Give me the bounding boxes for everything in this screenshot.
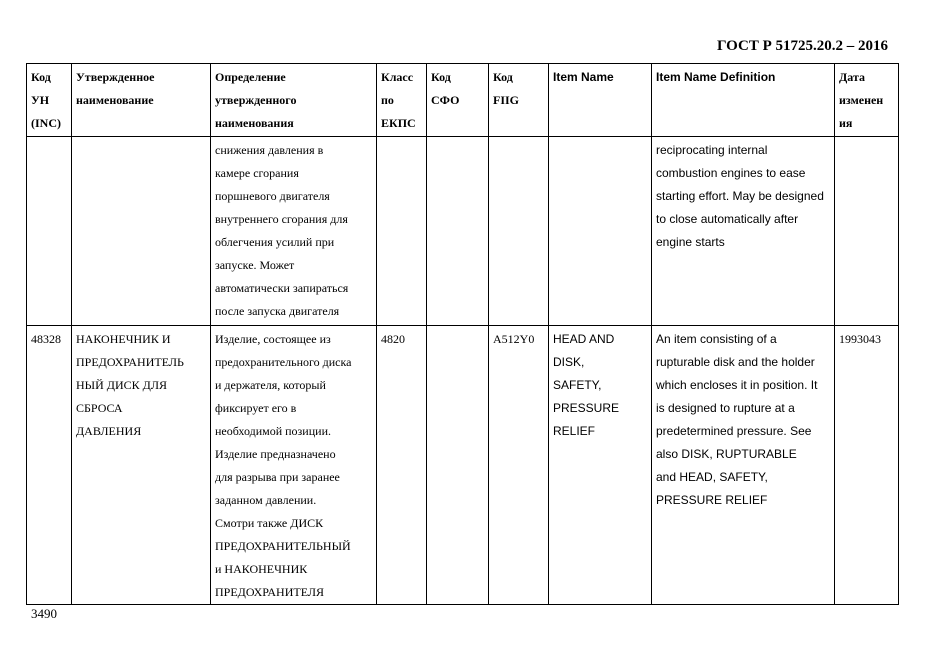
cell-text-line: Изделие, состоящее из [215, 332, 331, 346]
cell-item-name-definition [652, 326, 835, 605]
cell-text-line: PRESSURE RELIEF [656, 493, 768, 507]
cell-text-line: внутреннего сгорания для [215, 212, 348, 226]
cell-text-line: (INC) [31, 116, 61, 130]
cell-text-line: необходимой позиции. [215, 424, 331, 438]
cell-text-line: Смотри также ДИСК [215, 516, 324, 530]
header-fiig [489, 64, 549, 137]
cell-text-line: DISK, [553, 355, 585, 369]
cell-text-line: Дата [839, 70, 865, 84]
cell-text-line: 48328 [31, 332, 61, 346]
header-definition-ru [211, 64, 377, 137]
cell-text-line: 1993043 [839, 332, 881, 346]
cell-text-line: also DISK, RUPTURABLE [656, 447, 797, 461]
cell-text-line: ПРЕДОХРАНИТЕЛЬ [76, 355, 184, 369]
cell-text-line: Класс [381, 70, 414, 84]
cell-text-line: и держателя, который [215, 378, 326, 392]
cell-text-line: фиксирует его в [215, 401, 297, 415]
cell-class [377, 137, 427, 326]
cell-text-line: Изделие предназначено [215, 447, 336, 461]
cell-text-line: engine starts [656, 235, 725, 249]
cell-text-line: СФО [431, 93, 460, 107]
cell-text-line: to close automatically after [656, 212, 799, 226]
cell-text-line: камере сгорания [215, 166, 299, 180]
cell-text-line: ДАВЛЕНИЯ [76, 424, 142, 438]
cell-text-line: predetermined pressure. See [656, 424, 812, 438]
cell-definition-ru [211, 137, 377, 326]
cell-text-line: rupturable disk and the holder [656, 355, 815, 369]
cell-text-line: и НАКОНЕЧНИК [215, 562, 308, 576]
cell-text-line: наименование [76, 93, 154, 107]
cell-text-line: FIIG [493, 93, 520, 107]
cell-item-name-definition [652, 137, 835, 326]
header-class [377, 64, 427, 137]
cell-text-line: облегчения усилий при [215, 235, 335, 249]
cell-text-line: заданном давлении. [215, 493, 317, 507]
cell-item-name [549, 326, 652, 605]
cell-text-line: PRESSURE [553, 401, 620, 415]
cell-text-line: and HEAD, SAFETY, [656, 470, 768, 484]
cell-sfo [427, 137, 489, 326]
cell-text-line: по [381, 93, 394, 107]
cell-text-line: combustion engines to ease [656, 166, 806, 180]
cell-fiig [489, 137, 549, 326]
cell-text-line: СБРОСА [76, 401, 123, 415]
document-standard-header: ГОСТ Р 51725.20.2 – 2016 [716, 38, 888, 54]
cell-text-line: НЫЙ ДИСК ДЛЯ [76, 378, 167, 392]
cell-text-line: ЕКПС [381, 116, 416, 130]
cell-definition-ru [211, 326, 377, 605]
cell-text-line: An item consisting of a [656, 332, 777, 346]
cell-text-line: Код [431, 70, 451, 84]
cell-text-line: ПРЕДОХРАНИТЕЛЬНЫЙ [215, 539, 351, 553]
header-approved-name [72, 64, 211, 137]
cell-text-line: НАКОНЕЧНИК И [76, 332, 171, 346]
cell-change-date [835, 326, 899, 605]
header-sfo [427, 64, 489, 137]
cell-inc [27, 326, 72, 605]
cell-text-line: Item Name Definition [656, 70, 776, 84]
table-header-row [27, 64, 899, 137]
cell-text-line: RELIEF [553, 424, 596, 438]
cell-text-line: Код [31, 70, 51, 84]
cell-change-date [835, 137, 899, 326]
catalog-table [26, 63, 899, 605]
cell-class [377, 326, 427, 605]
cell-text-line: утвержденного [215, 93, 297, 107]
cell-text-line: is designed to rupture at a [656, 401, 795, 415]
header-change-date [835, 64, 899, 137]
cell-text-line: УН [31, 93, 50, 107]
cell-approved-name [72, 326, 211, 605]
cell-item-name [549, 137, 652, 326]
cell-inc [27, 137, 72, 326]
cell-text-line: Определение [215, 70, 286, 84]
cell-text-line: starting effort. May be designed [656, 189, 824, 203]
table-row [27, 137, 899, 326]
cell-sfo [427, 326, 489, 605]
cell-text-line: which encloses it in position. It [656, 378, 818, 392]
cell-text-line: наименования [215, 116, 294, 130]
cell-text-line: автоматически запираться [215, 281, 349, 295]
cell-fiig [489, 326, 549, 605]
cell-text-line: поршневого двигателя [215, 189, 330, 203]
page-number: 3490 [31, 606, 57, 621]
cell-text-line: SAFETY, [553, 378, 602, 392]
header-inc [27, 64, 72, 137]
cell-text-line: предохранительного диска [215, 355, 352, 369]
cell-text-line: 4820 [381, 332, 405, 346]
cell-approved-name [72, 137, 211, 326]
cell-text-line: ПРЕДОХРАНИТЕЛЯ [215, 585, 325, 599]
cell-text-line: после запуска двигателя [215, 304, 340, 318]
cell-text-line: Item Name [553, 70, 614, 84]
cell-text-line: HEAD AND [553, 332, 615, 346]
header-item-name [549, 64, 652, 137]
table-row [27, 326, 899, 605]
cell-text-line: ия [839, 116, 853, 130]
cell-text-line: запуске. Может [215, 258, 295, 272]
cell-text-line: Утвержденное [76, 70, 155, 84]
cell-text-line: для разрыва при заранее [215, 470, 340, 484]
cell-text-line: A512Y0 [493, 332, 535, 346]
cell-text-line: Код [493, 70, 513, 84]
header-item-name-definition [652, 64, 835, 137]
cell-text-line: изменен [839, 93, 884, 107]
cell-text-line: снижения давления в [215, 143, 324, 157]
cell-text-line: reciprocating internal [656, 143, 768, 157]
